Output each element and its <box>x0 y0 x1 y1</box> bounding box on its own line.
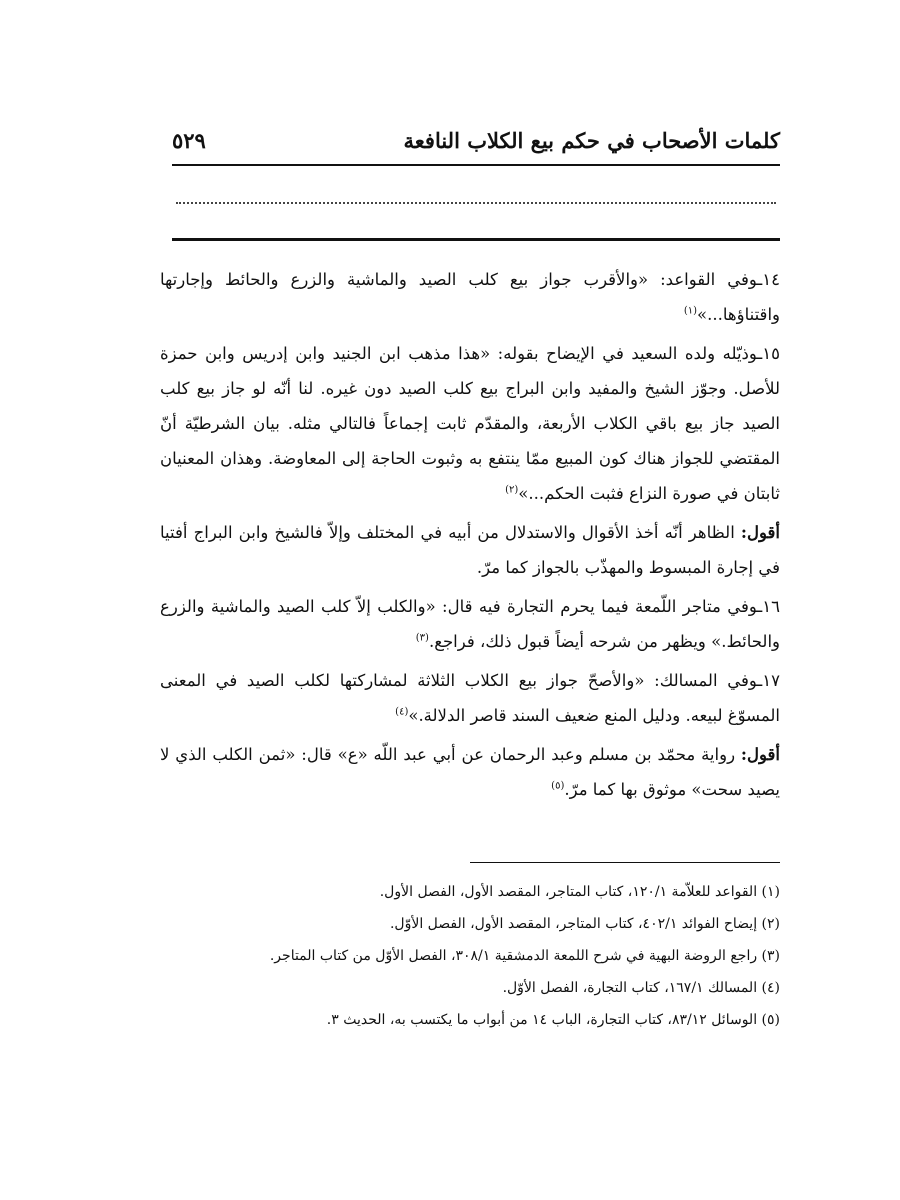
footnote-marker: (٤) <box>395 706 409 718</box>
header-rule <box>172 164 780 166</box>
paragraph-text: ١٧ـوفي المسالك: «والأصحّ جواز بيع الكلاب الثلاثة لمشاركتها لكلب الصيد في المعنى المسوّغ لبيعه. ودليل المنع ضعيف السند قاصر الدلالة.» <box>160 671 780 725</box>
running-header-title: كلمات الأصحاب في حكم بيع الكلاب النافعة <box>403 128 780 153</box>
footnote-5: (٥) الوسائل ٨٣/١٢، كتاب التجارة، الباب ١٤ من أبواب ما يكتسب به، الحديث ٣. <box>326 1012 780 1028</box>
footnote-rule <box>470 862 780 863</box>
paragraph-lead: أقول: <box>740 523 780 542</box>
paragraph-text: ١٥ـوذيّله ولده السعيد في الإيضاح بقوله: «هذا مذهب ابن الجنيد وابن إدريس وابن حمزة للأصل. وجوّز الشيخ والمفيد وابن البراج بيع كلب الصيد دون غيره. لنا أنّه لو جاز بيع كلب الصيد جاز بيع باقي الكلاب الأربعة، والمقدّم ثابت إجماعاً فالتالي مثله. بيان الشرطيّة أنّ المقتضي للجواز هناك كون المبيع ممّا ينتفع به وثبوت الحاجة إلى المعاوضة. وهذان المعنيان ثابتان في صورة النزاع فثبت الحكم...» <box>160 344 780 503</box>
paragraph-text: ١٤ـوفي القواعد: «والأقرب جواز بيع كلب الصيد والماشية والزرع والحائط وإجارتها واقتناؤها...» <box>160 270 780 324</box>
footnote-marker: (٣) <box>415 632 429 644</box>
page-number: ٥٢٩ <box>172 128 206 153</box>
footnote-marker: (٥) <box>551 780 565 792</box>
main-text <box>160 262 780 811</box>
paragraph-text: ١٦ـوفي متاجر اللّمعة فيما يحرم التجارة فيه قال: «والكلب إلاّ كلب الصيد والماشية والزرع والحائط.» ويظهر من شرحه أيضاً قبول ذلك، فراجع. <box>160 597 780 651</box>
paragraph-comment-1 <box>160 515 780 585</box>
footnote-marker: (٢) <box>505 484 519 496</box>
paragraph-comment-2 <box>160 737 780 807</box>
dotted-separator <box>176 202 776 204</box>
running-header <box>172 128 780 160</box>
paragraph-text: رواية محمّد بن مسلم وعبد الرحمان عن أبي عبد اللّه «ع» قال: «ثمن الكلب الذي لا يصيد سحت» موثوق بها كما مرّ. <box>160 745 780 799</box>
paragraph-14 <box>160 262 780 332</box>
paragraph-text: الظاهر أنّه أخذ الأقوال والاستدلال من أبيه في المختلف وإلاّ فالشيخ وابن البراج أفتيا في إجارة المبسوط والمهذّب بالجواز كما مرّ. <box>160 523 780 577</box>
footnote-marker: (١) <box>683 305 698 317</box>
paragraph-lead: أقول: <box>740 745 780 764</box>
section-rule <box>172 238 780 241</box>
paragraph-17 <box>160 663 780 733</box>
footnote-2: (٢) إيضاح الفوائد ٤٠٢/١، كتاب المتاجر، المقصد الأول، الفصل الأوّل. <box>389 916 780 932</box>
paragraph-16 <box>160 589 780 659</box>
footnote-3: (٣) راجع الروضة البهية في شرح اللمعة الدمشقية ٣٠٨/١، الفصل الأوّل من كتاب المتاجر. <box>269 948 780 964</box>
footnotes <box>160 876 780 1036</box>
footnote-4: (٤) المسالك ١٦٧/١، كتاب التجارة، الفصل الأوّل. <box>502 980 780 996</box>
paragraph-15 <box>160 336 780 511</box>
footnote-1: (١) القواعد للعلاّمة ١٢٠/١، كتاب المتاجر، المقصد الأول، الفصل الأول. <box>379 884 780 900</box>
